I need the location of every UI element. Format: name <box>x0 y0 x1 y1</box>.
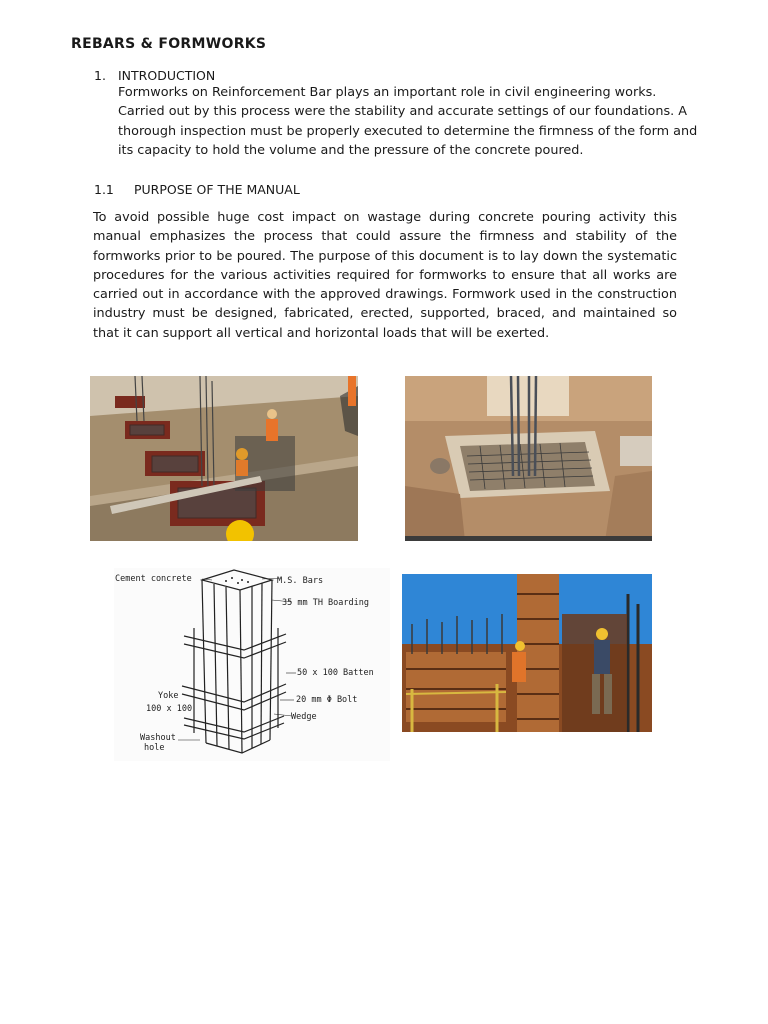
label-wedge: Wedge <box>291 712 317 722</box>
section-number: 1. <box>94 68 106 83</box>
subsection-title: PURPOSE OF THE MANUAL <box>134 182 300 197</box>
purpose-paragraph: To avoid possible huge cost impact on wastage during concrete pouring activity this manual emphasizes the process that could assure the firmness and stability of the formworks prior to be poured. The purpose of this document is to lay down the systematic procedures for the various activities required for formworks to ensure that all works are carried out in accordance with the approved drawings. Formwork used in the construction industry must be designed, fabricated, erected, supported, braced, and maintained so that it can support all vertical and horizontal loads that will be exerted. <box>93 210 677 341</box>
photo-workers-formwork <box>402 574 652 732</box>
photo-pad-footing <box>405 376 652 541</box>
section-title: INTRODUCTION <box>118 68 216 83</box>
label-bolt: 20 mm Φ Bolt <box>296 695 358 705</box>
label-batten: 50 x 100 Batten <box>297 668 374 678</box>
subsection-number: 1.1 <box>94 182 114 197</box>
label-boarding: 35 mm TH Boarding <box>282 598 369 608</box>
label-cement-concrete: Cement concrete <box>115 574 192 584</box>
label-yoke-size: 100 x 100 <box>146 704 193 714</box>
label-ms-bars: M.S. Bars <box>277 576 324 586</box>
introduction-paragraph: Formworks on Reinforcement Bar plays an important role in civil engineering works. Carried out by this process were the stability and accurate settings of our foundations. A thorough inspection must be properly executed to determine the firmness of the form and its capacity to hold the volume and the pressure of the concrete poured. <box>118 85 698 158</box>
label-hole: hole <box>144 743 165 753</box>
subsection-heading <box>94 180 300 199</box>
document-title: REBARS & FORMWORKS <box>71 36 267 52</box>
label-yoke: Yoke <box>158 691 179 701</box>
label-washout: Washout <box>140 733 176 743</box>
photo-rebar-trench <box>90 376 358 541</box>
column-formwork-diagram <box>114 568 390 761</box>
